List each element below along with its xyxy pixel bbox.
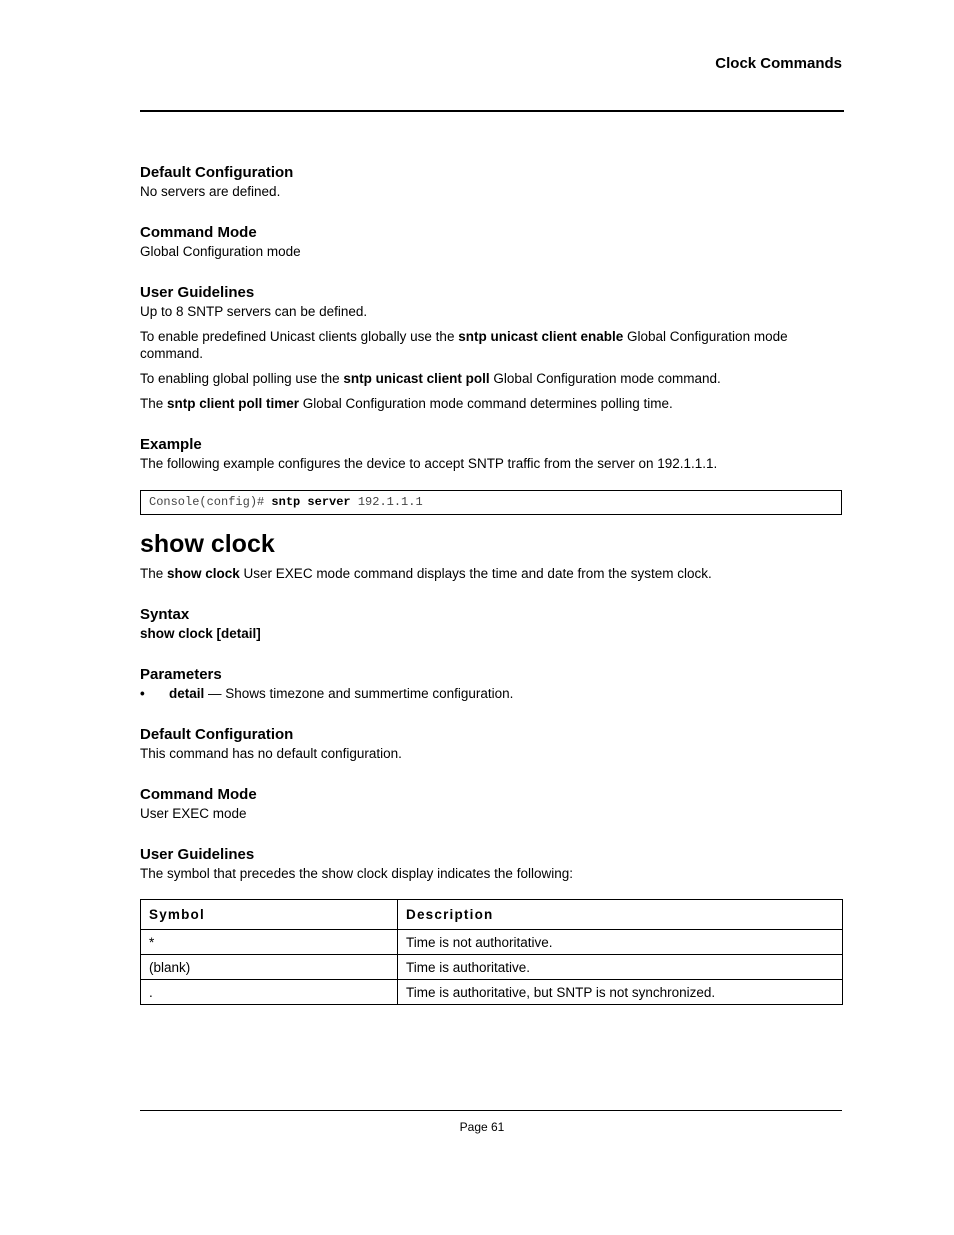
code-argument: 192.1.1.1	[350, 495, 423, 509]
footer-divider	[140, 1110, 842, 1111]
text-run: User EXEC mode command displays the time and date from the system clock.	[239, 566, 712, 581]
command-name: sntp client poll timer	[167, 396, 300, 411]
section-default-configuration	[140, 725, 842, 762]
section-example	[140, 435, 842, 515]
table-row	[141, 980, 843, 1005]
section-heading: Syntax	[140, 606, 190, 623]
table-header-cell: Symbol	[141, 900, 398, 930]
guideline-paragraph: Up to 8 SNTP servers can be defined.	[140, 304, 368, 319]
code-example	[140, 490, 842, 515]
text-run: The	[140, 566, 168, 581]
command-name: sntp unicast client enable	[458, 329, 624, 344]
section-parameters	[140, 665, 842, 702]
table-cell: .	[141, 980, 398, 1005]
section-text: The following example configures the device to accept SNTP traffic from the server on 192.1.1.1.	[140, 456, 718, 471]
section-syntax	[140, 605, 842, 642]
command-title: show clock	[140, 530, 275, 558]
command-name: sntp unicast client poll	[343, 371, 490, 386]
guideline-paragraph	[140, 328, 842, 362]
section-heading: User Guidelines	[140, 846, 255, 863]
section-text: The symbol that precedes the show clock display indicates the following:	[140, 866, 573, 881]
syntax-text	[140, 625, 842, 642]
syntax-command: show clock [detail]	[140, 626, 261, 641]
table-cell: *	[141, 930, 398, 955]
table-cell: Time is not authoritative.	[398, 930, 843, 955]
section-heading: Default Configuration	[140, 726, 294, 743]
section-user-guidelines	[140, 845, 842, 1005]
bullet-icon: •	[140, 686, 145, 701]
table-header-row	[141, 900, 843, 930]
command-intro	[140, 565, 842, 582]
table-header-cell: Description	[398, 900, 843, 930]
table-cell: (blank)	[141, 955, 398, 980]
guideline-paragraph	[140, 395, 842, 412]
section-command-mode	[140, 223, 842, 260]
page-body	[140, 163, 842, 1005]
page-number: Page 61	[459, 1120, 505, 1134]
guideline-paragraph	[140, 370, 842, 387]
running-header: Clock Commands	[715, 55, 842, 72]
section-heading: Example	[140, 436, 202, 453]
text-run: Global Configuration mode command determines polling time.	[299, 396, 673, 411]
header-divider	[140, 110, 844, 112]
section-user-guidelines	[140, 283, 842, 412]
section-heading: Default Configuration	[140, 164, 294, 181]
section-text: Global Configuration mode	[140, 244, 301, 259]
text-run: Global Configuration mode command.	[140, 329, 788, 361]
code-command: sntp server	[271, 495, 351, 509]
table-cell: Time is authoritative, but SNTP is not synchronized.	[398, 980, 843, 1005]
command-name: show clock	[167, 566, 240, 581]
section-heading: Parameters	[140, 666, 222, 683]
text-run: To enable predefined Unicast clients globally use the	[140, 329, 459, 344]
parameter-item	[140, 685, 842, 702]
section-text: User EXEC mode	[140, 806, 247, 821]
table-cell: Time is authoritative.	[398, 955, 843, 980]
intro-text	[140, 565, 842, 582]
table-row	[141, 955, 843, 980]
parameter-name: detail	[169, 686, 205, 701]
section-heading: Command Mode	[140, 786, 257, 803]
symbol-table	[140, 899, 843, 1005]
section-text: No servers are defined.	[140, 184, 281, 199]
section-text: This command has no default configuration.	[140, 746, 402, 761]
text-run: To enabling global polling use the	[140, 371, 344, 386]
table-row	[141, 930, 843, 955]
parameter-description: — Shows timezone and summertime configuration.	[204, 686, 514, 701]
text-run: Global Configuration mode command.	[489, 371, 721, 386]
parameter-text	[169, 685, 513, 702]
text-run: The	[140, 396, 168, 411]
code-prompt: Console(config)#	[149, 495, 272, 509]
section-heading: User Guidelines	[140, 284, 255, 301]
section-default-configuration	[140, 163, 842, 200]
section-heading: Command Mode	[140, 224, 257, 241]
section-command-mode	[140, 785, 842, 822]
